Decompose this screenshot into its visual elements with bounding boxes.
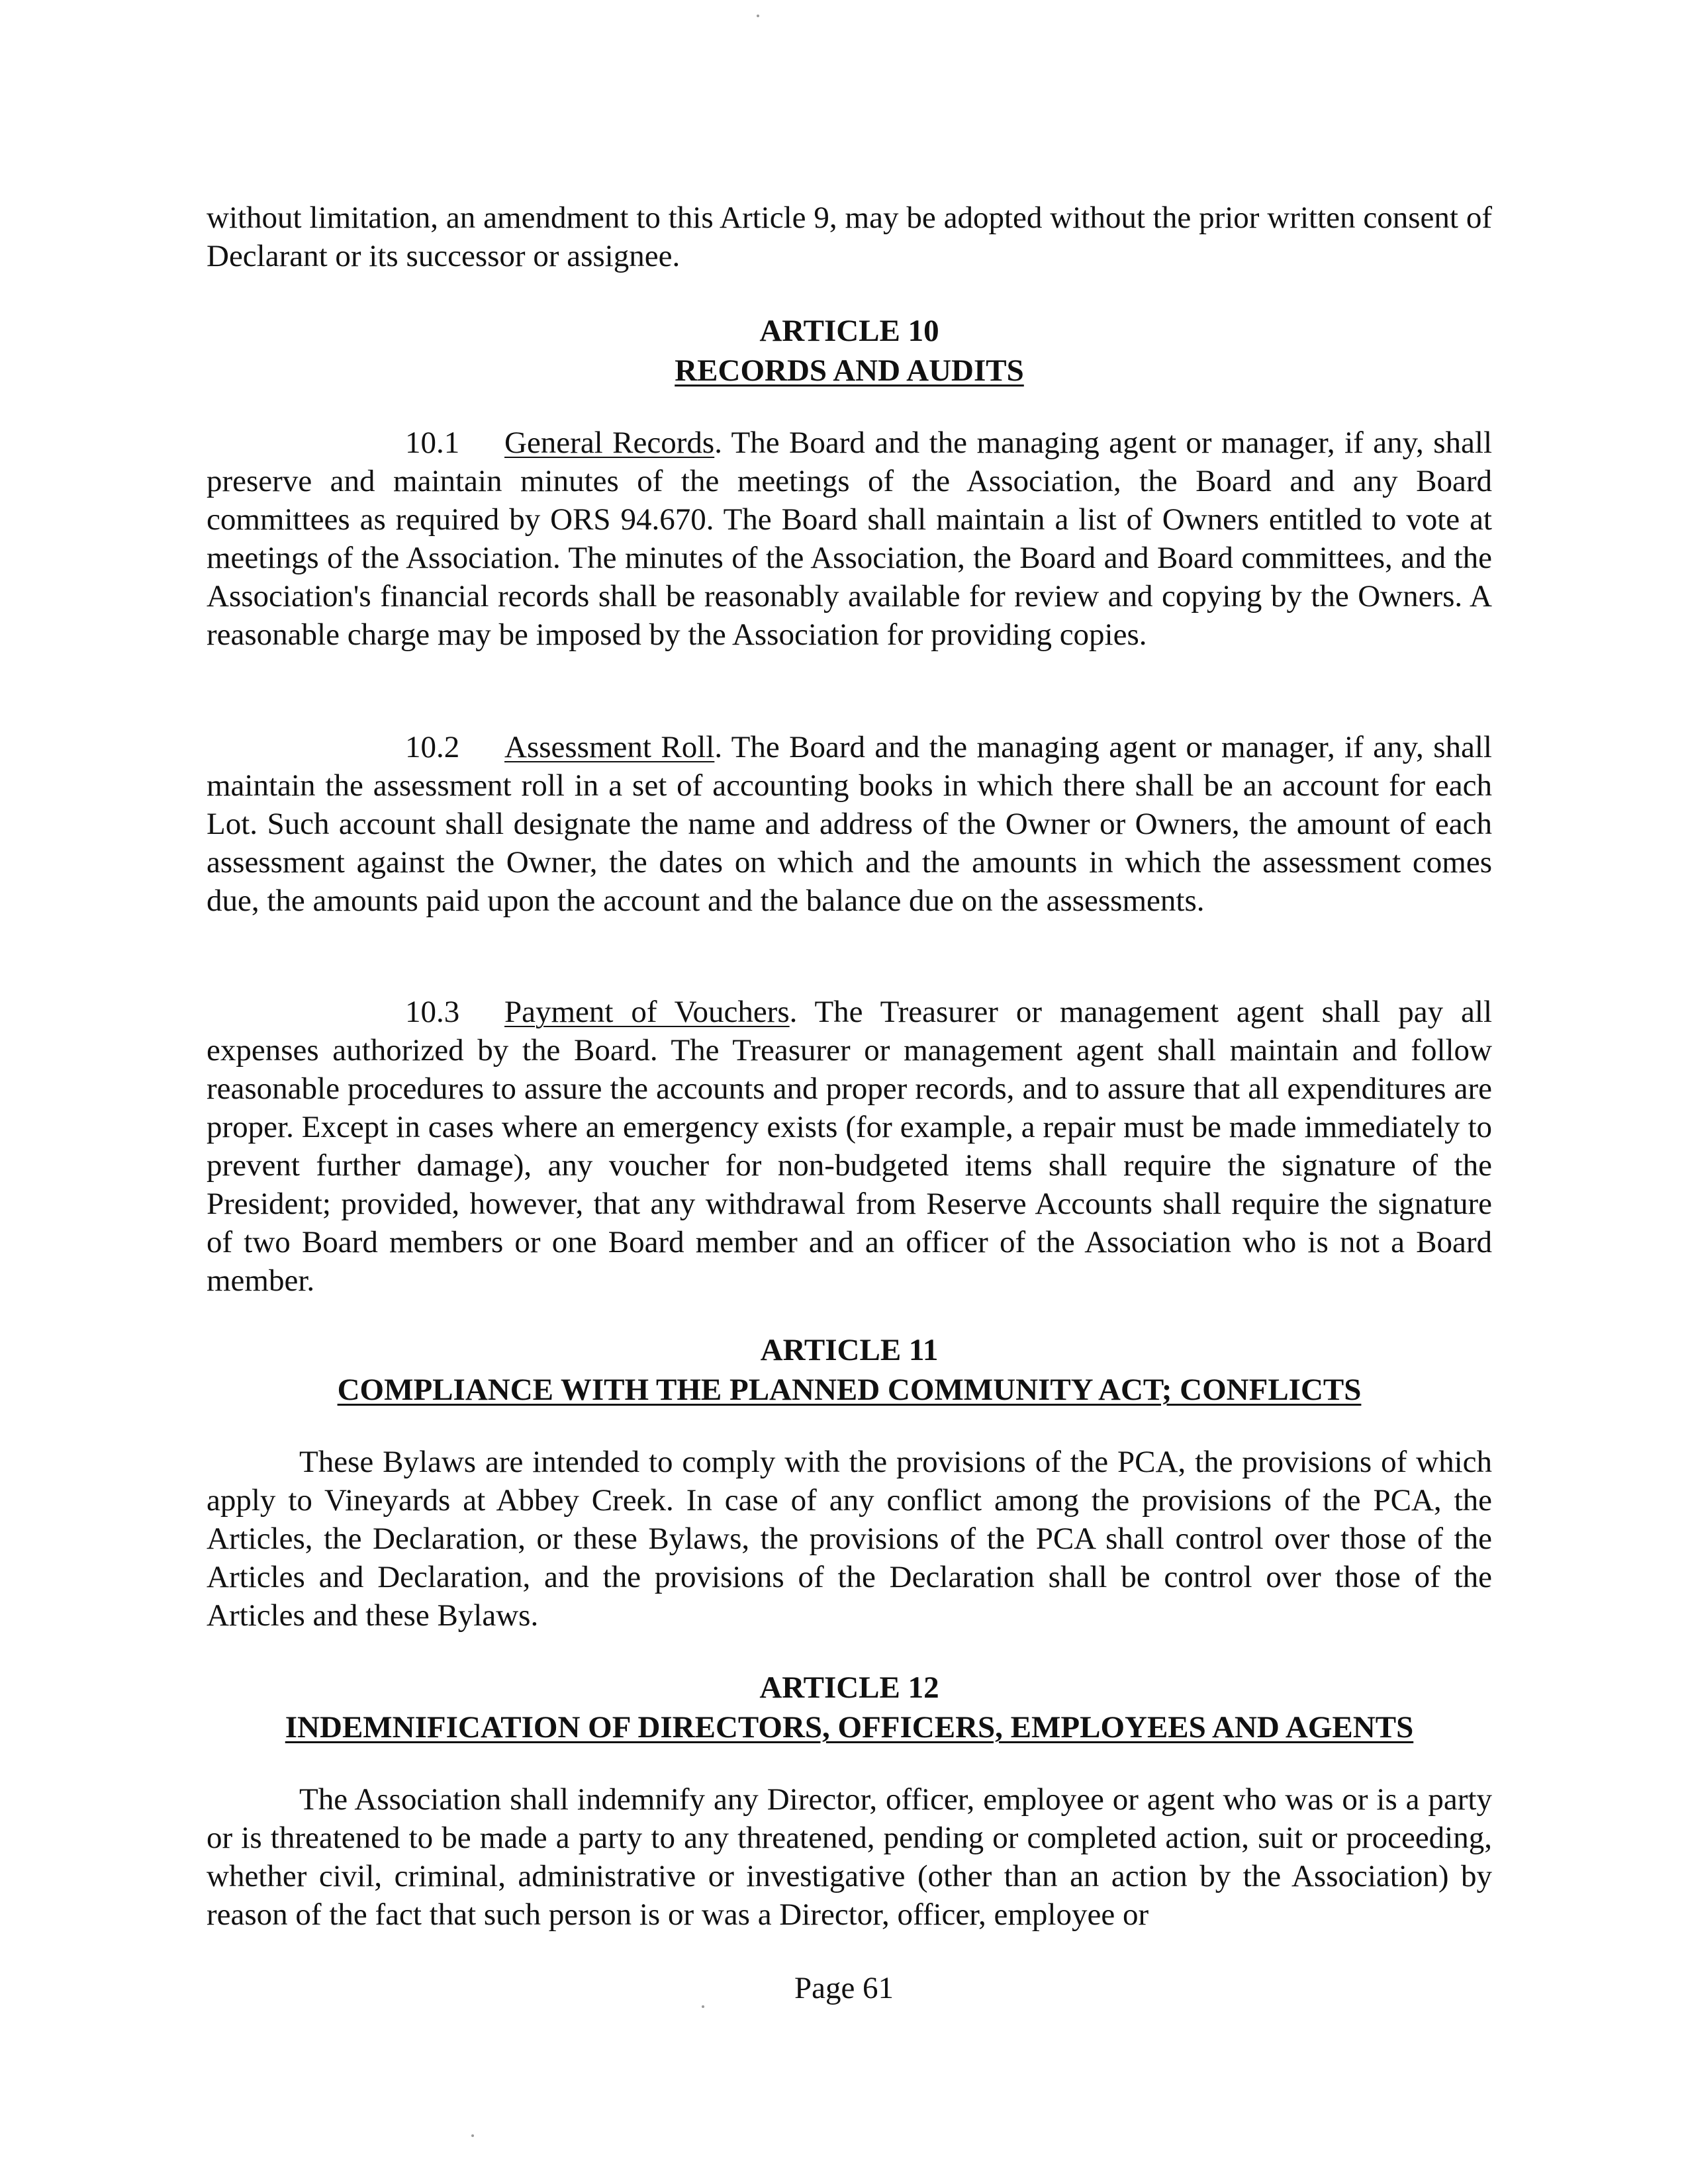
section-10-1 xyxy=(207,424,1492,654)
page-number: Page 61 xyxy=(794,1971,894,2005)
article-11-paragraph: These Bylaws are intended to comply with the provisions of the PCA, the provisions of which apply to Vineyards at Abbey Creek. In case of any conflict among the provisions of the PCA, the Articles, the Declaration, or these Bylaws, the provisions of the PCA shall control over those of the Articles and Declaration, and the provisions of the Declaration shall be control over those of the Articles and these Bylaws. xyxy=(207,1445,1492,1633)
article-10-title: ARTICLE 10 xyxy=(759,314,939,348)
section-text: . The Treasurer or management agent shall pay all expenses authorized by the Board. The Treasurer or management agent shall maintain and follow reasonable procedures to assure the accounts and proper records, and to assure that all expenditures are proper. Except in cases where an emergency exists (for example, a repair must be made immediately to prevent further damage), any voucher for non-budgeted items shall require the signature of the President; provided, however, that any withdrawal from Reserve Accounts shall require the signature of two Board members or one Board member and an officer of the Association who is not a Board member. xyxy=(207,995,1493,1298)
article-11-heading xyxy=(207,1330,1492,1410)
section-number: 10.2 xyxy=(405,730,460,764)
article-10-subtitle: RECORDS AND AUDITS xyxy=(675,353,1024,388)
section-10-3 xyxy=(207,993,1492,1300)
article-12-heading xyxy=(207,1668,1492,1747)
article-12-paragraph: The Association shall indemnify any Director, officer, employee or agent who was or is a party or is threatened to be made a party to any threatened, pending or completed action, suit or proceeding, whether civil, criminal, administrative or investigative (other than an action by the Association) by reason of the fact that such person is or was a Director, officer, employee or xyxy=(207,1782,1492,1932)
article-11-subtitle: COMPLIANCE WITH THE PLANNED COMMUNITY ACT; CONFLICTS xyxy=(337,1373,1362,1407)
section-text: . The Board and the managing agent or manager, if any, shall maintain the assessment roll in a set of accounting books in which there shall be an account for each Lot. Such account shall designate the name and address of the Owner or Owners, the amount of each assessment against the Owner, the dates on which and the amounts in which the assessment comes due, the amounts paid upon the account and the balance due on the assessments. xyxy=(207,730,1492,918)
section-text: . The Board and the managing agent or manager, if any, shall preserve and maintain minutes of the meetings of the Association, the Board and any Board committees as required by ORS 94.670. The Board shall maintain a list of Owners entitled to vote at meetings of the Association. The minutes of the Association, the Board and Board committees, and the Association's financial records shall be reasonably available for review and copying by the Owners. A reasonable charge may be imposed by the Association for providing copies. xyxy=(207,426,1493,652)
article-12-title: ARTICLE 12 xyxy=(759,1670,939,1705)
article-11-title: ARTICLE 11 xyxy=(760,1333,939,1367)
section-number: 10.1 xyxy=(405,426,460,460)
section-heading: Assessment Roll xyxy=(504,730,715,764)
section-heading: General Records xyxy=(504,426,715,460)
section-10-2 xyxy=(207,728,1492,920)
article-10-heading xyxy=(207,311,1492,390)
article-12-subtitle: INDEMNIFICATION OF DIRECTORS, OFFICERS, EMPLOYEES AND AGENTS xyxy=(285,1710,1414,1745)
section-heading: Payment of Vouchers xyxy=(504,995,790,1029)
scan-speck xyxy=(471,2134,474,2137)
intro-paragraph: without limitation, an amendment to this Article 9, may be adopted without the prior written consent of Declarant or its successor or assignee. xyxy=(207,201,1492,273)
scan-speck xyxy=(757,15,759,17)
section-number: 10.3 xyxy=(405,995,460,1029)
